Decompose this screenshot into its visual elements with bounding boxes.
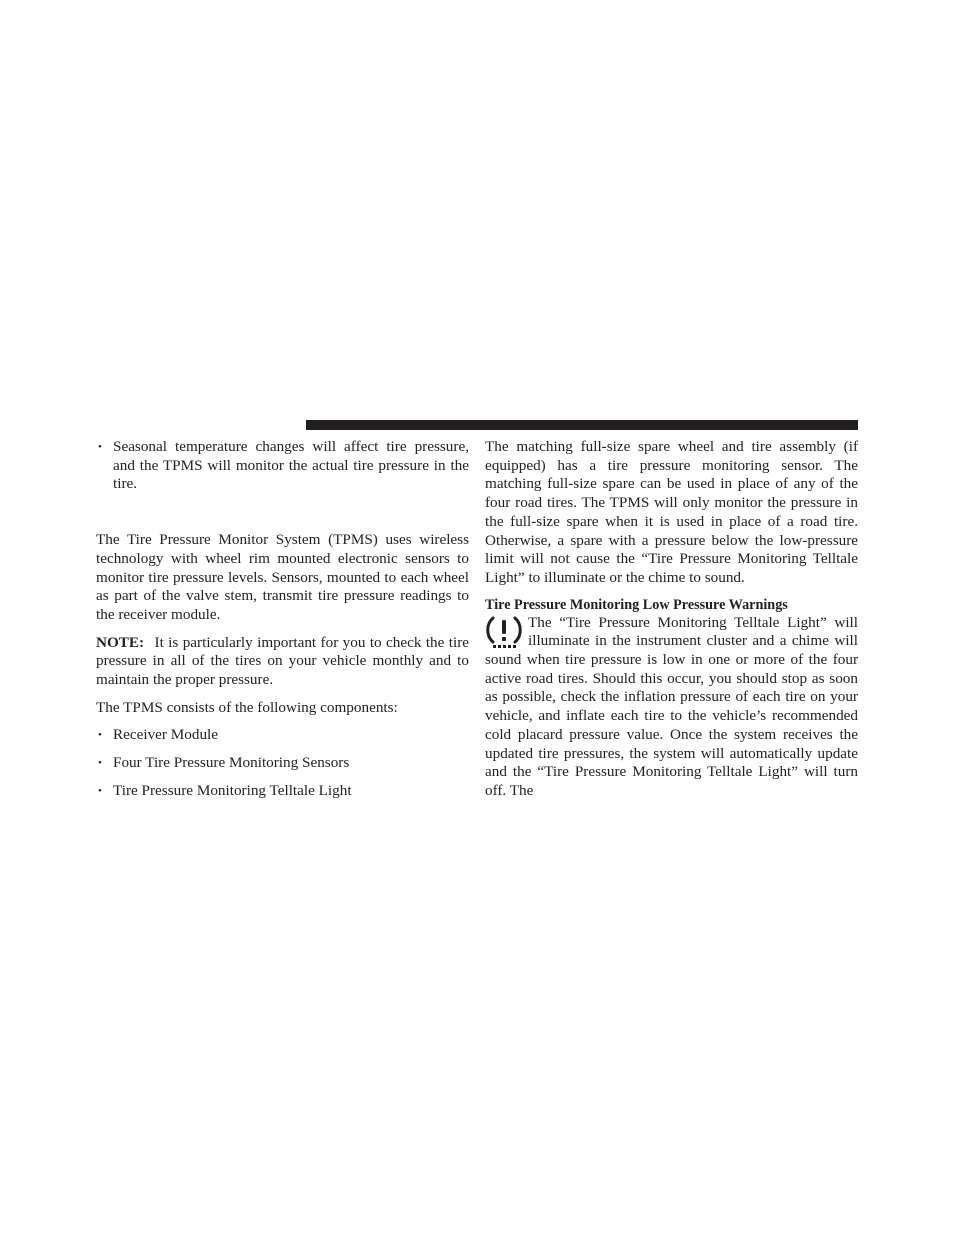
warning-paragraph: The “Tire Pressure Monitoring Telltale Light” will illuminate in the instrument cluster and a chime will sound when tire pressure is low in one or more of the four active road tires. Should this occur, you should stop as soon as possible, check the inflation pressure of each tire on your vehicle, and inflate each tire to the vehicle’s recommended cold placard pressure value. Once the system receives the updated tire pressures, the system will automatically update and the “Tire Pressure Monitoring Telltale Light” will turn off. The xyxy=(485,613,858,799)
component-label: Four Tire Pressure Monitoring Sensors xyxy=(113,754,350,772)
left-column xyxy=(96,438,469,801)
tpms-intro-paragraph: The Tire Pressure Monitor System (TPMS) uses wireless technology with wheel rim mounted electronic sensors to monitor tire pressure levels. Sensors, mounted to each wheel as part of the valve stem, transmit tire pressure readings to the receiver module. xyxy=(96,531,469,623)
bullet-seasonal-text: Seasonal temperature changes will affect tire pressure, and the TPMS will monitor the actual tire pressure in the tire. xyxy=(113,438,469,493)
section-heading: Tire Pressure Monitoring Low Pressure Warnings xyxy=(485,596,788,613)
component-item-telltale xyxy=(96,782,469,801)
warning-block xyxy=(485,614,858,801)
component-item-receiver xyxy=(96,726,469,745)
note-text: It is particularly important for you to check the tire pressure in all of the tires on your vehicle monthly and to maintain the proper pressure. xyxy=(96,633,470,689)
components-intro: The TPMS consists of the following components: xyxy=(96,698,398,716)
bullet-seasonal-temperature xyxy=(96,438,469,494)
component-item-sensors xyxy=(96,754,469,773)
spare-tire-paragraph: The matching full-size spare wheel and tire assembly (if equipped) has a tire pressure monitoring sensor. The matching full-size spare can be used in place of any of the four road tires. The TPMS will only monitor the pressure in the full-size spare when it is used in place of a road tire. Otherwise, a spare with a pressure below the low-pressure limit will not cause the “Tire Pressure Monitoring Telltale Light” to illuminate or the chime to sound. xyxy=(485,438,858,586)
right-column xyxy=(485,438,858,801)
note-paragraph xyxy=(96,634,469,690)
header-rule xyxy=(306,420,858,430)
component-label: Receiver Module xyxy=(113,726,219,744)
component-label: Tire Pressure Monitoring Telltale Light xyxy=(113,781,352,799)
tire-pressure-warning-icon xyxy=(485,614,523,650)
note-label: NOTE: xyxy=(96,633,145,651)
